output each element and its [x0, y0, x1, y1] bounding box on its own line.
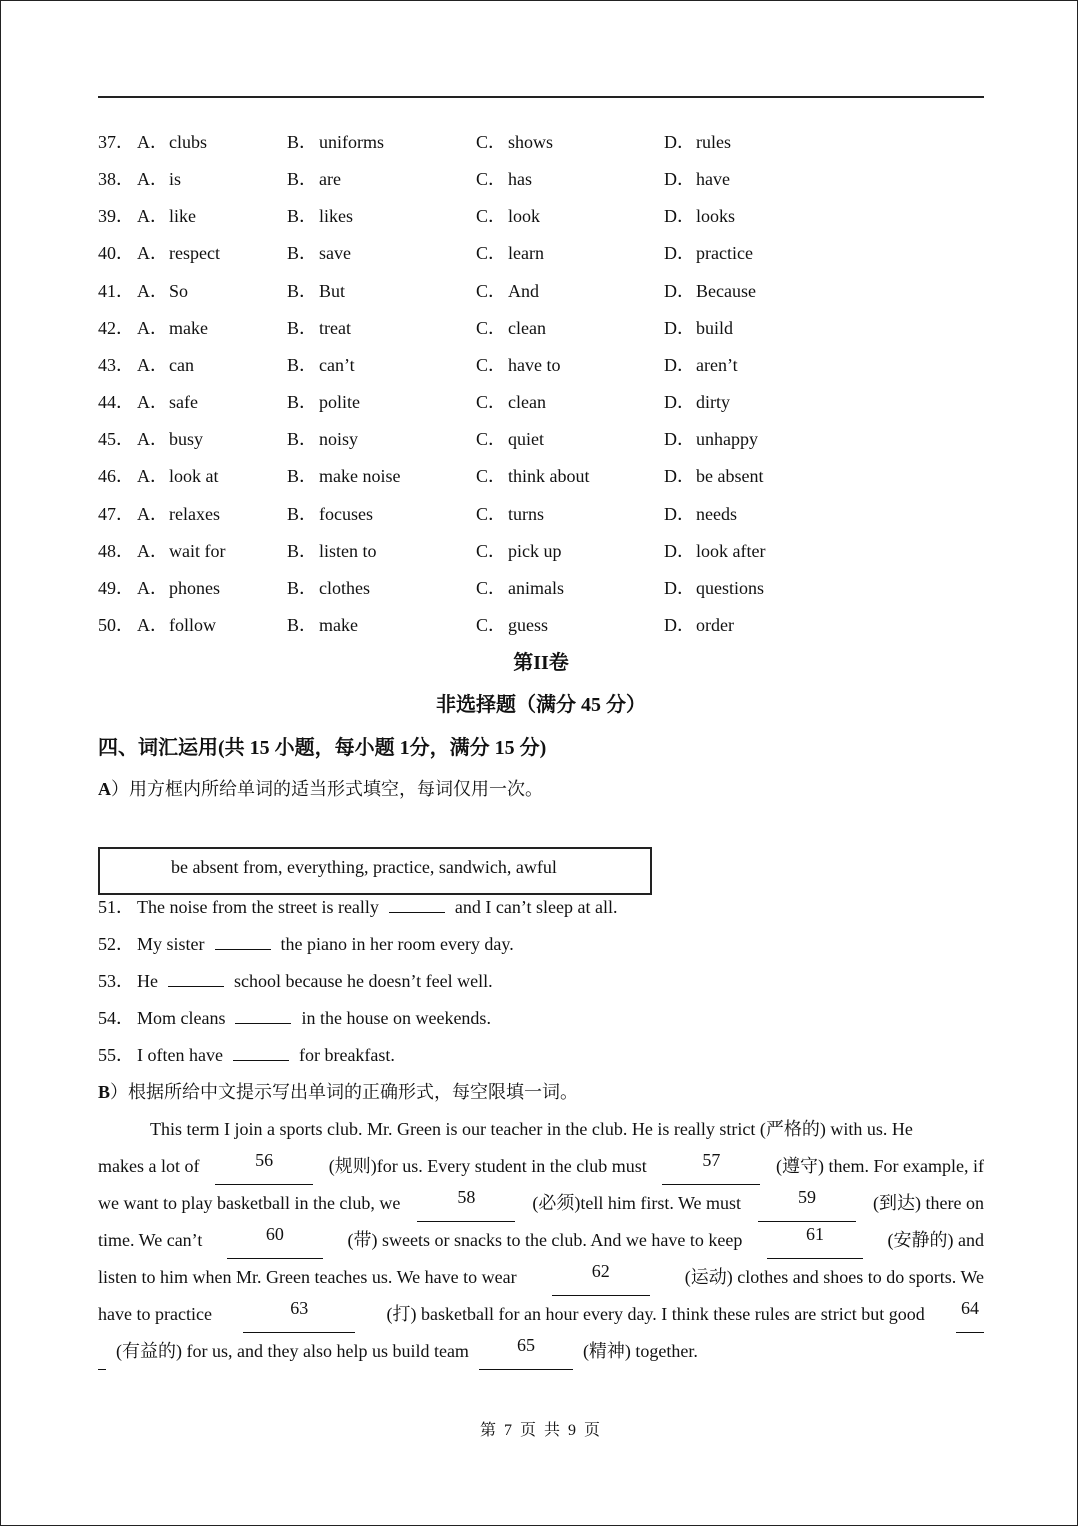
choice-letter: C． — [476, 503, 507, 524]
choice-letter: D． — [664, 317, 695, 338]
choice-c[interactable] — [476, 461, 590, 491]
blank-65[interactable]: 65 — [479, 1333, 573, 1370]
choice-c[interactable] — [476, 610, 548, 640]
choice-text: look — [508, 206, 541, 227]
choice-c[interactable] — [476, 127, 553, 157]
option-row — [1, 127, 1080, 157]
choice-text: busy — [169, 429, 204, 450]
choice-text: think about — [508, 466, 590, 487]
choice-a[interactable] — [137, 350, 194, 380]
blank-64[interactable]: 64 — [956, 1296, 984, 1333]
choice-letter: C． — [476, 466, 507, 487]
choice-text: pick up — [508, 540, 562, 561]
choice-d[interactable] — [664, 276, 756, 306]
blank-63[interactable]: 63 — [243, 1296, 355, 1333]
blank-62[interactable]: 62 — [552, 1259, 650, 1296]
choice-letter: D． — [664, 577, 695, 598]
choice-letter: D． — [664, 354, 695, 375]
item-number: 53． — [98, 971, 134, 992]
question-number: 48． — [98, 540, 134, 561]
choice-b[interactable] — [287, 573, 370, 603]
answer-blank[interactable] — [389, 892, 445, 913]
choice-letter: C． — [476, 317, 507, 338]
item-text-before: He — [137, 971, 158, 992]
option-row — [1, 387, 1080, 417]
choice-b[interactable] — [287, 387, 360, 417]
choice-text: quiet — [508, 429, 544, 450]
option-row — [1, 350, 1080, 380]
choice-text: But — [319, 280, 346, 301]
passage-line: This term I join a sports club. Mr. Green is our teacher in the club. He is really strict (严格的) with us. He — [150, 1119, 913, 1139]
word-box: be absent from, everything, practice, sandwich, awful — [98, 847, 652, 895]
choice-d[interactable] — [664, 461, 763, 491]
choice-letter: B． — [287, 317, 318, 338]
choice-text: clubs — [169, 132, 207, 152]
choice-letter: C． — [476, 132, 507, 152]
item-text-after: the piano in her room every day. — [280, 934, 514, 955]
choice-b[interactable] — [287, 238, 351, 268]
choice-b[interactable] — [287, 461, 400, 491]
choice-a[interactable] — [137, 610, 216, 640]
choice-text: have — [696, 169, 730, 190]
partA-instruction — [98, 774, 543, 804]
choice-c[interactable] — [476, 573, 564, 603]
item-text-after: for breakfast. — [298, 1045, 395, 1066]
choice-text: order — [696, 614, 734, 635]
choice-text: looks — [696, 206, 736, 227]
choice-letter: A． — [137, 503, 168, 524]
choice-letter: A． — [137, 466, 168, 487]
choice-b[interactable] — [287, 499, 373, 529]
choice-letter: A． — [137, 280, 168, 301]
item-number: 52． — [98, 934, 134, 955]
choice-text: build — [696, 317, 734, 338]
option-row — [1, 536, 1080, 566]
choice-text: shows — [508, 132, 554, 152]
choice-letter: C． — [476, 354, 507, 375]
choice-text: unhappy — [696, 429, 758, 450]
question-number: 41． — [98, 280, 134, 301]
question-number: 43． — [98, 354, 134, 375]
choice-c[interactable] — [476, 238, 544, 268]
choice-a[interactable] — [137, 276, 188, 306]
choice-text: clean — [508, 392, 546, 413]
choice-letter: B． — [287, 540, 318, 561]
choice-a[interactable] — [137, 313, 208, 343]
choice-letter: D． — [664, 392, 695, 413]
choice-text: Because — [696, 280, 756, 301]
choice-text: clean — [508, 317, 546, 338]
passage-line: listen to him when Mr. Green teaches us. We have to wear 62 (运动) clothes and shoes to do sports. We — [98, 1259, 984, 1296]
passage-line: (有益的) for us, and they also help us build team 65 (精神) together. — [98, 1333, 984, 1370]
choice-c[interactable] — [476, 424, 544, 454]
option-row — [1, 238, 1080, 268]
choice-text: questions — [696, 577, 765, 598]
question-number: 45． — [98, 429, 134, 450]
choice-c[interactable] — [476, 536, 562, 566]
blank-61[interactable]: 61 — [767, 1222, 863, 1259]
partB-label: B — [98, 1082, 111, 1102]
choice-text: aren’t — [696, 354, 738, 375]
question-number: 42． — [98, 317, 134, 338]
choice-letter: D． — [664, 169, 695, 190]
item-text-before: I often have — [137, 1045, 223, 1066]
fill-item — [98, 929, 514, 959]
option-row — [1, 461, 1080, 491]
choice-text: relaxes — [169, 503, 220, 524]
choice-letter: A． — [137, 206, 168, 227]
choice-letter: A． — [137, 614, 168, 635]
choice-letter: B． — [287, 577, 318, 598]
choice-d[interactable] — [664, 127, 731, 157]
item-text-before: The noise from the street is really — [137, 897, 379, 917]
choice-text: learn — [508, 243, 544, 264]
choice-letter: D． — [664, 614, 695, 635]
choice-text: uniforms — [319, 132, 384, 152]
choice-a[interactable] — [137, 573, 220, 603]
question-number: 44． — [98, 392, 134, 413]
choice-text: focuses — [319, 503, 373, 524]
item-number: 51． — [98, 897, 134, 917]
partB-text: ）根据所给中文提示写出单词的正确形式，每空限填一词。 — [110, 1082, 579, 1102]
choice-text: has — [508, 169, 532, 190]
choice-b[interactable] — [287, 164, 341, 194]
choice-text: guess — [508, 614, 548, 635]
choice-letter: B． — [287, 132, 318, 152]
question-number: 38． — [98, 169, 134, 190]
page-footer: 第 7 页 共 9 页 — [479, 1422, 602, 1439]
choice-d[interactable] — [664, 387, 730, 417]
choice-text: can’t — [319, 354, 355, 375]
choice-a[interactable] — [137, 424, 203, 454]
partA-text: ）用方框内所给单词的适当形式填空，每词仅用一次。 — [111, 779, 543, 799]
blank-60[interactable]: 60 — [227, 1222, 323, 1259]
choice-b[interactable] — [287, 424, 358, 454]
choice-text: make — [319, 614, 358, 635]
choice-c[interactable] — [476, 499, 544, 529]
fill-item — [98, 892, 618, 922]
item-text-after: and I can’t sleep at all. — [454, 897, 618, 917]
choice-d[interactable] — [664, 201, 735, 231]
choice-a[interactable] — [137, 201, 196, 231]
choice-text: look after — [696, 540, 766, 561]
item-number: 55． — [98, 1045, 134, 1066]
choice-b[interactable] — [287, 313, 351, 343]
question-number: 40． — [98, 243, 134, 264]
question-number: 46． — [98, 466, 134, 487]
choice-letter: D． — [664, 466, 695, 487]
choice-text: look at — [169, 466, 219, 487]
choice-c[interactable] — [476, 201, 540, 231]
choice-text: safe — [169, 392, 198, 413]
choice-b[interactable] — [287, 201, 353, 231]
blank-59[interactable]: 59 — [758, 1185, 856, 1222]
option-row — [1, 499, 1080, 529]
choice-letter: D． — [664, 132, 695, 152]
choice-text: So — [169, 280, 189, 301]
choice-letter: B． — [287, 206, 318, 227]
choice-text: turns — [508, 503, 544, 524]
blank-57[interactable]: 57 — [662, 1148, 760, 1185]
choice-d[interactable] — [664, 350, 738, 380]
choice-letter: C． — [476, 392, 507, 413]
choice-letter: B． — [287, 354, 318, 375]
choice-letter: D． — [664, 503, 695, 524]
choice-a[interactable] — [137, 499, 220, 529]
choice-text: dirty — [696, 392, 730, 413]
option-row — [1, 164, 1080, 194]
question-number: 37． — [98, 132, 134, 152]
choice-text: be absent — [696, 466, 764, 487]
choice-letter: D． — [664, 243, 695, 264]
choice-letter: C． — [476, 540, 507, 561]
choice-text: And — [508, 280, 539, 301]
choice-text: listen to — [319, 540, 377, 561]
choice-text: follow — [169, 614, 216, 635]
choice-letter: D． — [664, 429, 695, 450]
answer-blank[interactable] — [168, 966, 224, 987]
choice-letter: B． — [287, 429, 318, 450]
choice-c[interactable] — [476, 164, 532, 194]
choice-b[interactable] — [287, 276, 345, 306]
choice-letter: A． — [137, 429, 168, 450]
choice-d[interactable] — [664, 573, 764, 603]
choice-text: respect — [169, 243, 220, 264]
choice-b[interactable] — [287, 536, 377, 566]
choice-letter: C． — [476, 280, 507, 301]
choice-text: make noise — [319, 466, 401, 487]
choice-letter: A． — [137, 354, 168, 375]
choice-text: like — [169, 206, 196, 227]
question-number: 50． — [98, 614, 134, 635]
choice-letter: C． — [476, 577, 507, 598]
item-text-after: school because he doesn’t feel well. — [234, 971, 493, 992]
choice-d[interactable] — [664, 238, 753, 268]
choice-letter: C． — [476, 206, 507, 227]
blank-56[interactable]: 56 — [215, 1148, 313, 1185]
choice-d[interactable] — [664, 313, 733, 343]
choice-letter: C． — [476, 169, 507, 190]
choice-a[interactable] — [137, 387, 198, 417]
partB-instruction — [98, 1077, 578, 1107]
choice-text: practice — [696, 243, 753, 264]
choice-d[interactable] — [664, 499, 737, 529]
choice-text: treat — [319, 317, 351, 338]
choice-text: clothes — [319, 577, 370, 598]
fill-item — [98, 1040, 395, 1070]
choice-text: save — [319, 243, 351, 264]
answer-blank[interactable] — [215, 929, 271, 950]
choice-text: noisy — [319, 429, 359, 450]
choice-letter: B． — [287, 503, 318, 524]
choice-letter: D． — [664, 206, 695, 227]
choice-letter: A． — [137, 577, 168, 598]
choice-b[interactable] — [287, 350, 355, 380]
choice-b[interactable] — [287, 610, 358, 640]
choice-letter: A． — [137, 540, 168, 561]
choice-letter: A． — [137, 392, 168, 413]
choice-letter: C． — [476, 429, 507, 450]
choice-d[interactable] — [664, 164, 730, 194]
choice-text: are — [319, 169, 341, 190]
choice-text: needs — [696, 503, 737, 524]
blank-58[interactable]: 58 — [417, 1185, 515, 1222]
option-row — [1, 610, 1080, 640]
choice-letter: B． — [287, 392, 318, 413]
choice-a[interactable] — [137, 536, 225, 566]
choice-text: polite — [319, 392, 360, 413]
choice-a[interactable] — [137, 164, 181, 194]
choice-b[interactable] — [287, 127, 384, 157]
option-row — [1, 573, 1080, 603]
section4-heading: 四、词汇运用(共 15 小题，每小题 1分，满分 15 分) — [98, 737, 547, 759]
choice-text: phones — [169, 577, 220, 598]
option-row — [1, 424, 1080, 454]
question-number: 39． — [98, 206, 134, 227]
item-text-before: My sister — [137, 934, 205, 955]
choice-letter: B． — [287, 466, 318, 487]
fill-item — [98, 966, 493, 996]
blank-64-cont — [98, 1333, 106, 1370]
choice-text: animals — [508, 577, 564, 598]
choice-c[interactable] — [476, 350, 560, 380]
choice-text: wait for — [169, 540, 226, 561]
passage-line: makes a lot of 56 (规则)for us. Every student in the club must 57 (遵守) them. For example, if — [98, 1148, 984, 1185]
choice-a[interactable] — [137, 461, 219, 491]
choice-c[interactable] — [476, 276, 539, 306]
question-number: 49． — [98, 577, 134, 598]
option-row — [1, 201, 1080, 231]
choice-d[interactable] — [664, 610, 734, 640]
option-row — [1, 276, 1080, 306]
choice-text: rules — [696, 132, 731, 152]
choice-letter: A． — [137, 169, 168, 190]
part2-subtitle: 非选择题（满分 45 分） — [436, 694, 646, 716]
passage-line: time. We can’t 60 (带) sweets or snacks to the club. And we have to keep 61 (安静的) and — [98, 1222, 984, 1259]
passage — [98, 1111, 984, 1370]
passage-line: we want to play basketball in the club, we 58 (必须)tell him first. We must 59 (到达) there on — [98, 1185, 984, 1222]
choice-a[interactable] — [137, 238, 220, 268]
option-row — [1, 313, 1080, 343]
header-rule — [98, 96, 984, 98]
choice-letter: B． — [287, 169, 318, 190]
choice-d[interactable] — [664, 424, 758, 454]
question-number: 47． — [98, 503, 134, 524]
choice-letter: D． — [664, 540, 695, 561]
answer-blank[interactable] — [235, 1003, 291, 1024]
item-number: 54． — [98, 1008, 134, 1029]
fill-item — [98, 1003, 491, 1033]
choice-text: likes — [319, 206, 353, 227]
item-text-before: Mom cleans — [137, 1008, 226, 1029]
choice-a[interactable] — [137, 127, 207, 157]
choice-letter: B． — [287, 614, 318, 635]
choice-letter: A． — [137, 317, 168, 338]
choice-letter: C． — [476, 614, 507, 635]
choice-text: make — [169, 317, 208, 338]
choice-text: can — [169, 354, 194, 375]
item-text-after: in the house on weekends. — [301, 1008, 491, 1029]
choice-letter: B． — [287, 280, 318, 301]
choice-letter: A． — [137, 132, 168, 152]
choice-c[interactable] — [476, 313, 546, 343]
choice-c[interactable] — [476, 387, 546, 417]
choice-letter: B． — [287, 243, 318, 264]
choice-letter: C． — [476, 243, 507, 264]
passage-line: have to practice 63 (打) basketball for an hour every day. I think these rules are strict but good 64 — [98, 1296, 984, 1333]
choice-text: is — [169, 169, 182, 190]
choice-letter: D． — [664, 280, 695, 301]
part2-title: 第II卷 — [513, 652, 569, 674]
answer-blank[interactable] — [233, 1040, 289, 1061]
choice-d[interactable] — [664, 536, 765, 566]
choice-letter: A． — [137, 243, 168, 264]
partA-label: A — [98, 779, 111, 799]
choice-text: have to — [508, 354, 561, 375]
